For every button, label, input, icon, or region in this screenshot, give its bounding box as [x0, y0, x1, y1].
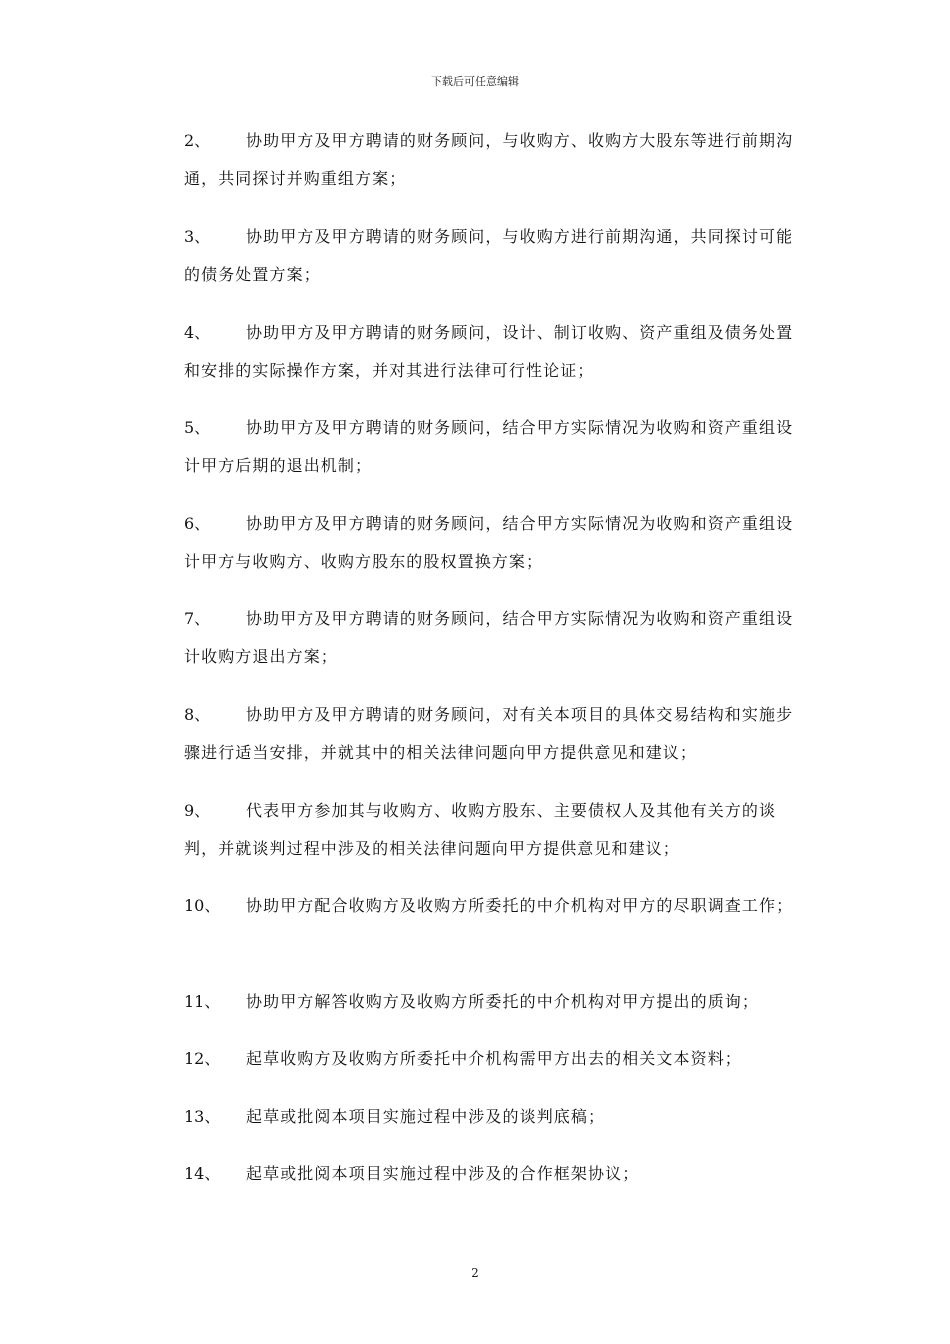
item-text: 协助甲方及甲方聘请的财务顾问，结合甲方实际情况为收购和资产重组设计甲方与收购方、收购方股东的股权置换方案；: [184, 514, 794, 571]
item-number: 2、: [184, 131, 211, 150]
item-text: 协助甲方及甲方聘请的财务顾问，对有关本项目的具体交易结构和实施步骤进行适当安排，并就其中的相关法律问题向甲方提供意见和建议；: [184, 705, 794, 762]
item-text: 协助甲方及甲方聘请的财务顾问，结合甲方实际情况为收购和资产重组设计收购方退出方案；: [184, 609, 794, 666]
item-number: 9、: [184, 801, 211, 820]
item-text: 代表甲方参加其与收购方、收购方股东、主要债权人及其他有关方的谈判，并就谈判过程中涉及的相关法律问题向甲方提供意见和建议；: [184, 801, 777, 858]
page-header: 下载后可任意编辑: [431, 75, 519, 88]
item-number: 8、: [184, 705, 211, 724]
item-text: 协助甲方及甲方聘请的财务顾问，与收购方、收购方大股东等进行前期沟通，共同探讨并购重组方案；: [184, 131, 794, 188]
item-text: 协助甲方及甲方聘请的财务顾问，设计、制订收购、资产重组及债务处置和安排的实际操作方案，并对其进行法律可行性论证；: [184, 323, 794, 380]
item-number: 5、: [184, 418, 211, 437]
item-number: 4、: [184, 323, 211, 342]
item-text: 起草或批阅本项目实施过程中涉及的合作框架协议；: [246, 1164, 640, 1183]
item-number: 3、: [184, 227, 211, 246]
item-number: 7、: [184, 609, 211, 628]
item-text: 协助甲方及甲方聘请的财务顾问，与收购方进行前期沟通，共同探讨可能的债务处置方案；: [184, 227, 794, 284]
item-text: 协助甲方配合收购方及收购方所委托的中介机构对甲方的尽职调查工作；: [246, 896, 794, 915]
item-number: 12、: [184, 1049, 221, 1068]
item-number: 11、: [184, 992, 221, 1011]
item-text: 起草或批阅本项目实施过程中涉及的谈判底稿；: [246, 1107, 606, 1126]
item-text: 起草收购方及收购方所委托中介机构需甲方出去的相关文本资料；: [246, 1049, 742, 1068]
item-number: 14、: [184, 1164, 221, 1183]
item-number: 6、: [184, 514, 211, 533]
page-number: 2: [471, 1266, 479, 1280]
item-text: 协助甲方解答收购方及收购方所委托的中介机构对甲方提出的质询；: [246, 992, 760, 1011]
item-number: 10、: [184, 896, 221, 915]
item-number: 13、: [184, 1107, 221, 1126]
item-text: 协助甲方及甲方聘请的财务顾问，结合甲方实际情况为收购和资产重组设计甲方后期的退出机制；: [184, 418, 794, 475]
